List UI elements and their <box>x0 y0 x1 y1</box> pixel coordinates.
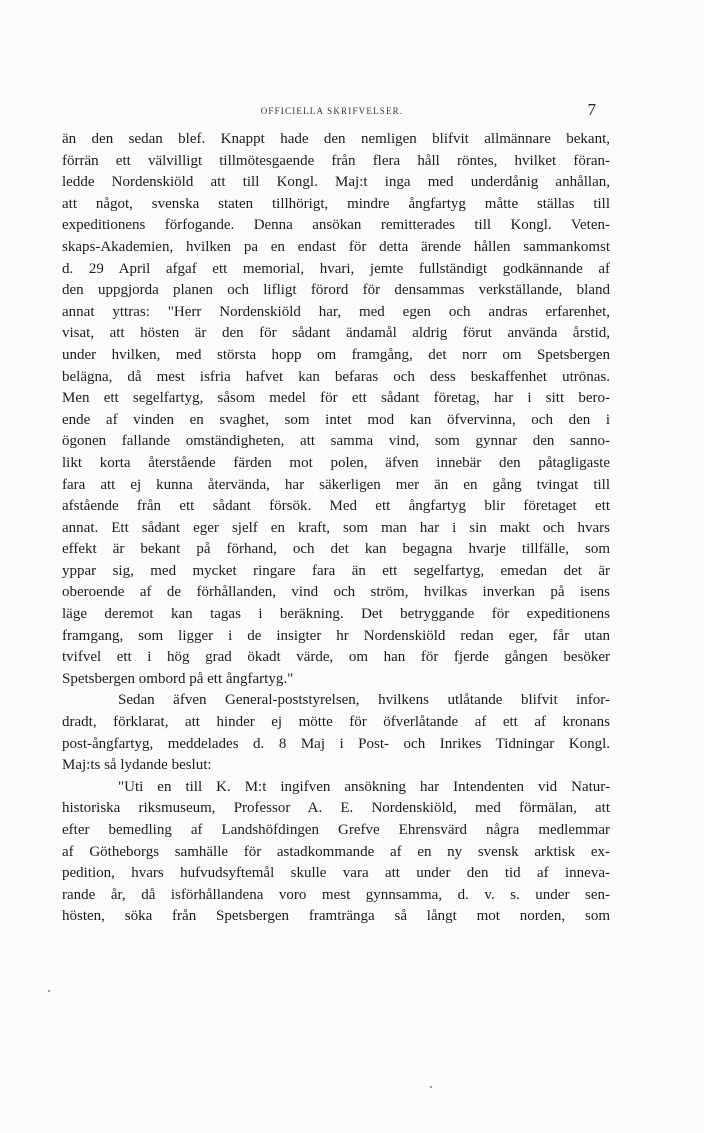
text-line: annat yttras: "Herr Nordenskiöld har, med egen och andras erfarenhet, <box>62 303 610 320</box>
text-line: Men ett segelfartyg, såsom medel för ett sådant företag, har i sitt bero- <box>62 390 610 407</box>
text-line: ledde Nordenskiöld att till Kongl. Maj:t inga med underdånig anhållan, <box>62 174 610 191</box>
text-line: hösten, söka från Spetsbergen framtränga så långt mot norden, som <box>62 908 610 925</box>
running-head: OFFICIELLA SKRIFVELSER. <box>260 106 404 116</box>
text-line: pedition, hvars hufvudsyftemål skulle vara att under den tid af inneva- <box>62 865 610 882</box>
text-line: än den sedan blef. Knappt hade den nemligen blifvit allmännare bekant, <box>62 131 610 147</box>
text-line: effekt är bekant på förhand, och det kan begagna hvarje tillfälle, som <box>62 541 610 558</box>
text-line: belägna, då mest isfria hafvet kan befaras och dess beskaffenhet utrönas. <box>62 368 610 385</box>
text-line: förrän ett välvilligt tillmötesgaende från flera håll röntes, hvilket föran- <box>62 152 610 169</box>
text-line: Spetsbergen ombord på ett ångfartyg." <box>62 670 294 687</box>
text-line: den uppgjorda planen och lifligt förord för densammas verkställande, bland <box>62 282 610 299</box>
text-line: expeditionens förfogande. Denna ansökan remitterades till Kongl. Veten- <box>62 217 610 234</box>
body-text <box>62 129 610 928</box>
text-line: under hvilken, med största hopp om framgång, det norr om Spetsbergen <box>62 346 610 363</box>
text-line: efter bemedling af Landshöfdingen Grefve Ehrensvärd några medlemmar <box>62 822 610 838</box>
paper-speck <box>48 990 50 992</box>
paper-speck <box>430 1086 432 1088</box>
text-line: ögonen fallande omständigheten, att samma vind, som gynnar den sanno- <box>62 433 610 450</box>
text-line: d. 29 April afgaf ett memorial, hvari, jemte fullständigt godkännande af <box>62 260 610 277</box>
text-line: post-ångfartyg, meddelades d. 8 Maj i Post- och Inrikes Tidningar Kongl. <box>62 735 610 752</box>
text-line: dradt, förklarat, att hinder ej mötte för öfverlåtande af ett af kronans <box>62 714 610 731</box>
text-line: Maj:ts så lydande beslut: <box>62 757 212 774</box>
text-line: annat. Ett sådant eger sjelf en kraft, som man har i sin makt och hvars <box>62 519 610 536</box>
text-line: läge deremot kan tagas i beräkning. Det betryggande för expeditionens <box>62 606 610 623</box>
text-line: af Götheborgs samhälle för astadkommande af en ny svensk arktisk ex- <box>62 843 610 860</box>
text-line: framgang, som ligger i de insigter hr Nordenskiöld redan eger, får utan <box>62 627 610 644</box>
text-line: att något, svenska staten tillhörigt, mindre ångfartyg måtte ställas till <box>62 195 610 212</box>
text-line: tvifvel ett i hög grad ökadt värde, om han för fjerde gången besöker <box>62 649 610 666</box>
text-line: ende af vinden en svaghet, som intet mod kan öfvervinna, och den i <box>62 411 610 428</box>
page-header <box>62 100 602 124</box>
text-line: "Uti en till K. M:t ingifven ansökning har Intendenten vid Natur- <box>118 778 610 795</box>
text-line: oberoende af de förhållanden, vind och ström, hvilkas inverkan på isens <box>62 584 610 601</box>
text-line: rande år, då isförhållandena voro mest gynnsamma, d. v. s. under sen- <box>62 886 610 903</box>
text-line: historiska riksmuseum, Professor A. E. Nordenskiöld, med förmälan, att <box>62 800 610 817</box>
text-line: yppar sig, med mycket ringare fara än ett segelfartyg, emedan det är <box>62 562 610 579</box>
page-number: 7 <box>587 100 596 119</box>
text-line: visat, att hösten är den för sådant ändamål aldrig förut använda årstid, <box>62 325 610 342</box>
text-line: afstående från ett sådant försök. Med ett ångfartyg blir företaget ett <box>62 498 610 515</box>
text-line: Sedan äfven General-poststyrelsen, hvilkens utlåtande blifvit infor- <box>118 692 610 709</box>
text-line: fara att ej kunna återvända, har säkerligen mer än en gång tvingat till <box>62 476 610 493</box>
text-line: skaps-Akademien, hvilken pa en endast för detta ärende hållen sammankomst <box>62 238 610 255</box>
text-line: likt korta återstående färden mot polen, äfven innebär den påtagligaste <box>62 454 610 471</box>
